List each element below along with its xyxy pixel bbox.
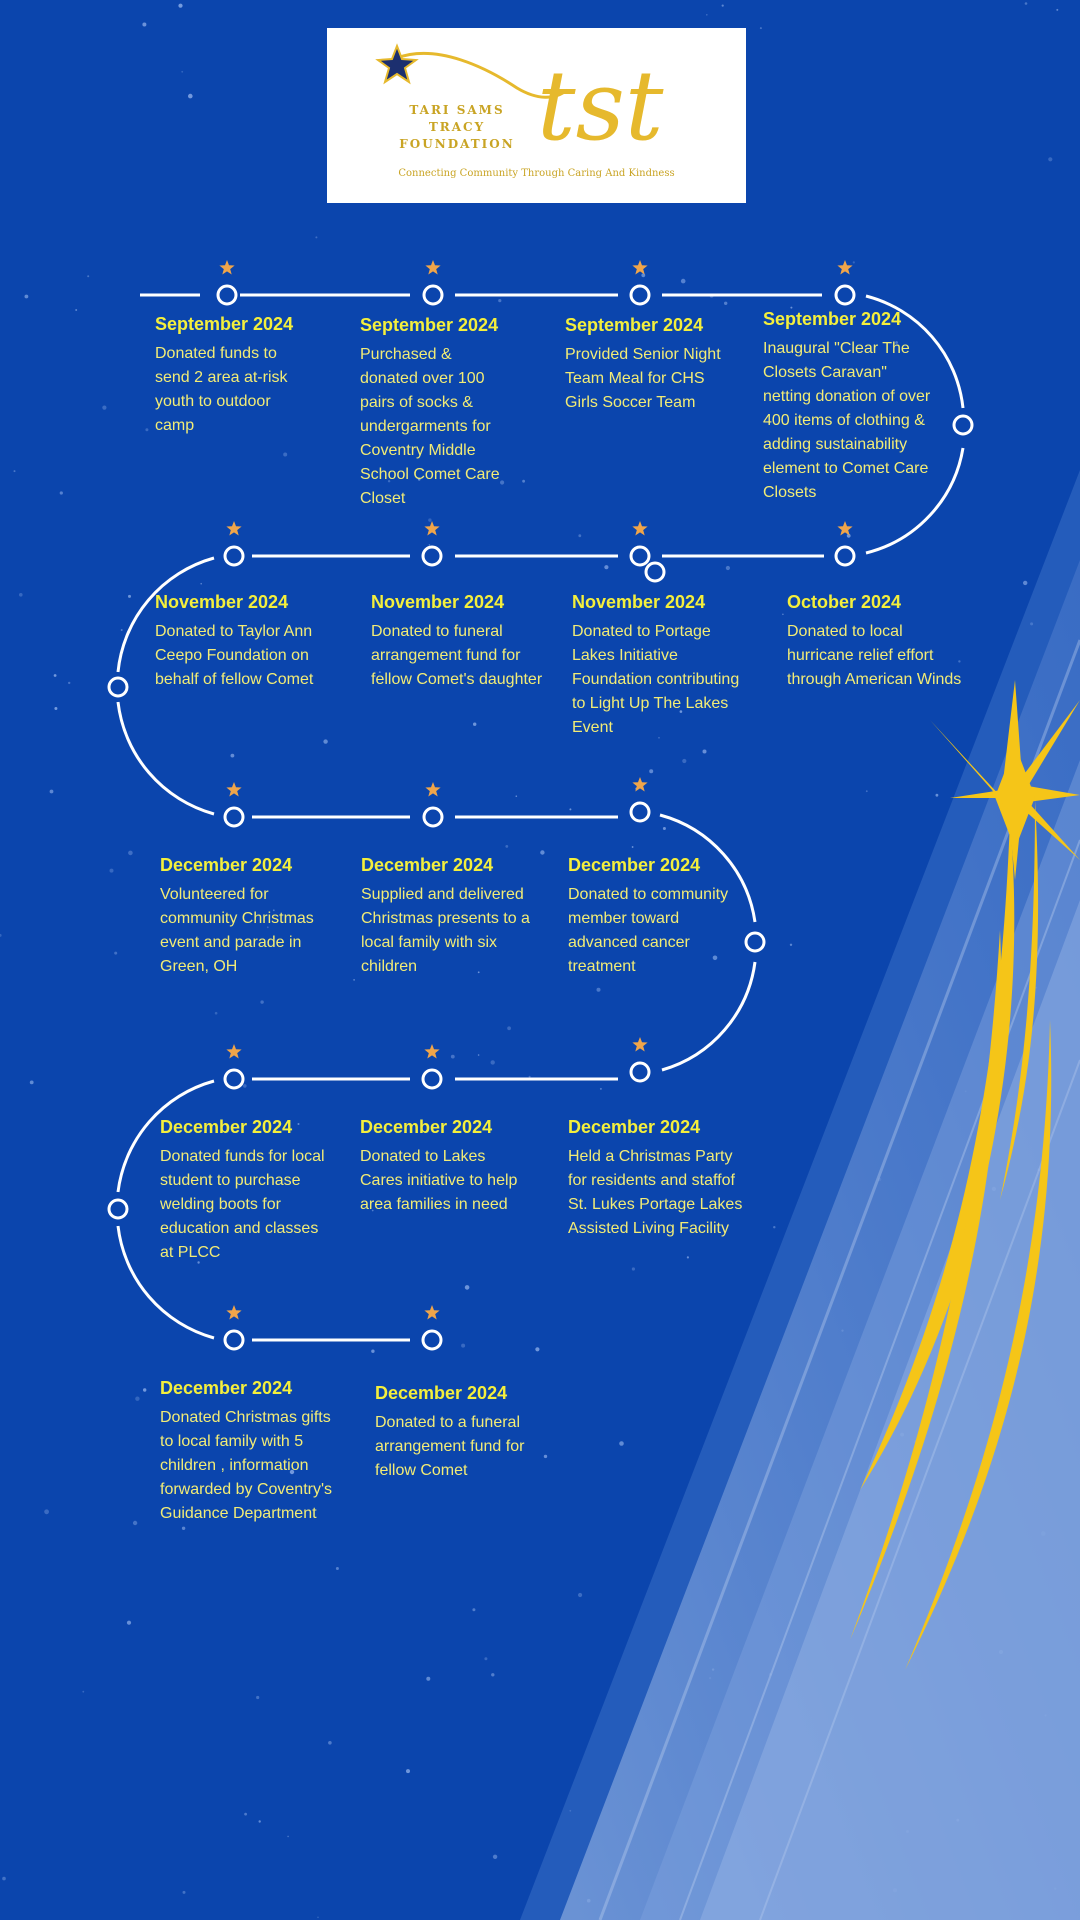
timeline-node bbox=[424, 808, 442, 826]
timeline-node bbox=[109, 678, 127, 696]
event-date: December 2024 bbox=[361, 855, 494, 875]
event-date: December 2024 bbox=[160, 1117, 293, 1137]
event-description: Inaugural "Clear The Closets Caravan" netting donation of over 400 items of clothing & adding sustainability element to Comet Care Closets bbox=[763, 340, 931, 501]
timeline-node bbox=[631, 286, 649, 304]
timeline-node bbox=[225, 808, 243, 826]
event-date: November 2024 bbox=[572, 592, 706, 612]
timeline-event bbox=[565, 315, 735, 415]
timeline-node bbox=[836, 286, 854, 304]
event-description: Volunteered for community Christmas event and parade in Green, OH bbox=[160, 886, 314, 975]
timeline-event bbox=[160, 1117, 335, 1265]
event-description: Donated funds to send 2 area at-risk youth to outdoor camp bbox=[155, 345, 288, 434]
star-icon bbox=[226, 782, 241, 797]
event-description: Donated to Lakes Cares initiative to help area families in need bbox=[360, 1148, 518, 1213]
star-icon bbox=[226, 521, 241, 536]
timeline-node bbox=[225, 1070, 243, 1088]
event-date: December 2024 bbox=[375, 1383, 508, 1403]
event-description: Held a Christmas Party for residents and staffof St. Lukes Portage Lakes Assisted Living Facility bbox=[568, 1148, 743, 1237]
timeline-event bbox=[160, 1378, 335, 1526]
timeline-node bbox=[836, 547, 854, 565]
event-description: Donated to a funeral arrangement fund for fellow Comet bbox=[375, 1414, 525, 1479]
timeline-node bbox=[423, 547, 441, 565]
timeline-event bbox=[568, 855, 743, 979]
timeline-node bbox=[746, 933, 764, 951]
star-icon bbox=[425, 260, 440, 275]
star-icon bbox=[424, 521, 439, 536]
star-icon bbox=[632, 777, 647, 792]
timeline-node bbox=[646, 563, 664, 581]
event-description: Donated to community member toward advanced cancer treatment bbox=[568, 886, 729, 975]
timeline-node bbox=[631, 1063, 649, 1081]
timeline-event bbox=[763, 309, 933, 505]
event-description: Donated Christmas gifts to local family with 5 children , information forwarded by Coventry's Guidance Department bbox=[160, 1409, 333, 1522]
star-icon bbox=[632, 521, 647, 536]
event-description: Donated to funeral arrangement fund for fellow Comet's daughter bbox=[371, 623, 543, 688]
star-icon bbox=[424, 1305, 439, 1320]
star-icon bbox=[424, 1044, 439, 1059]
timeline-node bbox=[225, 1331, 243, 1349]
timeline-node bbox=[631, 803, 649, 821]
timeline-event bbox=[155, 314, 305, 438]
star-icon bbox=[425, 782, 440, 797]
event-description: Donated to local hurricane relief effort through American Winds bbox=[787, 623, 962, 688]
timeline-node bbox=[631, 547, 649, 565]
event-date: September 2024 bbox=[763, 309, 902, 329]
star-icon bbox=[226, 1044, 241, 1059]
event-date: November 2024 bbox=[155, 592, 289, 612]
logo-org-name: TARI SAMS TRACY FOUNDATION bbox=[399, 103, 515, 151]
timeline-node bbox=[423, 1070, 441, 1088]
logo-tagline: Connecting Community Through Caring And Kindness bbox=[398, 168, 675, 179]
event-date: December 2024 bbox=[160, 855, 293, 875]
event-date: September 2024 bbox=[565, 315, 704, 335]
event-date: September 2024 bbox=[155, 314, 294, 334]
star-icon bbox=[632, 1037, 647, 1052]
timeline-event bbox=[371, 592, 546, 692]
event-date: October 2024 bbox=[787, 592, 902, 612]
timeline-event bbox=[572, 592, 747, 740]
star-icon bbox=[219, 260, 234, 275]
timeline-event bbox=[568, 1117, 743, 1241]
timeline-event bbox=[360, 315, 510, 511]
timeline-node bbox=[225, 547, 243, 565]
star-icon bbox=[226, 1305, 241, 1320]
timeline-event bbox=[155, 592, 330, 692]
logo-monogram: tst bbox=[537, 50, 664, 162]
timeline-event bbox=[361, 855, 536, 979]
event-date: December 2024 bbox=[568, 855, 701, 875]
event-date: December 2024 bbox=[568, 1117, 701, 1137]
event-description: Supplied and delivered Christmas presents to a local family with six children bbox=[361, 886, 530, 975]
timeline-node bbox=[423, 1331, 441, 1349]
timeline-event bbox=[160, 855, 335, 979]
timeline-node bbox=[424, 286, 442, 304]
star-icon bbox=[837, 260, 852, 275]
star-icon bbox=[837, 521, 852, 536]
event-description: Provided Senior Night Team Meal for CHS Girls Soccer Team bbox=[565, 346, 721, 411]
timeline-node bbox=[218, 286, 236, 304]
event-description: Donated to Taylor Ann Ceepo Foundation on behalf of fellow Comet bbox=[155, 623, 314, 688]
event-date: December 2024 bbox=[360, 1117, 493, 1137]
event-date: November 2024 bbox=[371, 592, 505, 612]
event-description: Donated funds for local student to purchase welding boots for education and classes at PLCC bbox=[160, 1148, 325, 1261]
timeline-event bbox=[360, 1117, 530, 1217]
event-date: December 2024 bbox=[160, 1378, 293, 1398]
event-description: Purchased & donated over 100 pairs of socks & undergarments for Coventry Middle School Comet Care Closet bbox=[360, 346, 500, 507]
event-date: September 2024 bbox=[360, 315, 499, 335]
star-icon bbox=[632, 260, 647, 275]
event-description: Donated to Portage Lakes Initiative Foundation contributing to Light Up The Lakes Event bbox=[572, 623, 740, 736]
timeline-node bbox=[109, 1200, 127, 1218]
timeline-event bbox=[787, 592, 962, 692]
timeline-node bbox=[954, 416, 972, 434]
timeline-event bbox=[375, 1383, 550, 1483]
